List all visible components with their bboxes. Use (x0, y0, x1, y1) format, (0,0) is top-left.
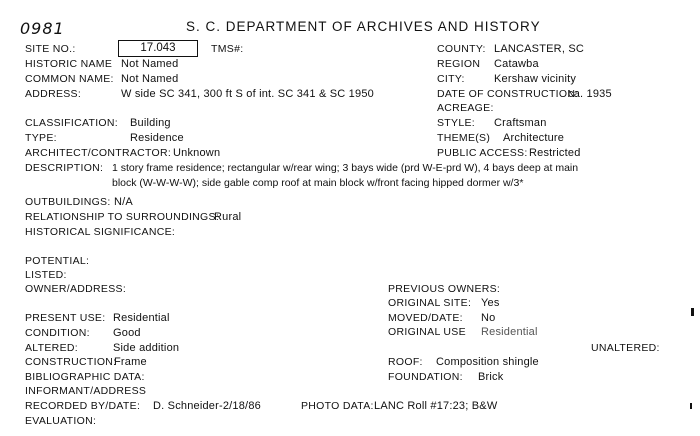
region-value: Catawba (494, 58, 539, 70)
style-value: Craftsman (494, 117, 547, 129)
tms-label: TMS#: (211, 43, 244, 55)
classification-value: Building (130, 117, 171, 129)
moved-date-label: MOVED/DATE: (388, 312, 463, 324)
region-label: REGION (437, 58, 481, 70)
relationship-value: Rural (214, 211, 242, 223)
roof-label: ROOF: (388, 356, 423, 368)
condition-label: CONDITION: (25, 327, 90, 339)
description-line-2: block (W-W-W-W); side gable comp roof at main block w/front facing hipped dormer w/3* (112, 177, 524, 189)
site-no-value: 17.043 (118, 40, 198, 57)
page-title: S. C. DEPARTMENT OF ARCHIVES AND HISTORY (186, 19, 541, 34)
relationship-label: RELATIONSHIP TO SURROUNDINGS: (25, 211, 220, 223)
classification-label: CLASSIFICATION: (25, 117, 118, 129)
foundation-value: Brick (478, 371, 504, 383)
condition-value: Good (113, 327, 141, 339)
owner-address-label: OWNER/ADDRESS: (25, 283, 127, 295)
themes-label: THEME(S) (437, 132, 491, 144)
type-label: TYPE: (25, 132, 57, 144)
original-site-value: Yes (481, 297, 500, 309)
architect-label: ARCHITECT/CONTRACTOR: (25, 147, 172, 159)
document-number: 0981 (20, 19, 65, 38)
scan-mark (690, 403, 692, 409)
unaltered-label: UNALTERED: (591, 342, 660, 354)
potential-label: POTENTIAL: (25, 255, 90, 267)
bibliographic-label: BIBLIOGRAPHIC DATA: (25, 371, 145, 383)
construction-value: Frame (114, 356, 147, 368)
outbuildings-value: N/A (114, 196, 133, 208)
scan-mark (691, 308, 694, 316)
moved-date-value: No (481, 312, 496, 324)
present-use-label: PRESENT USE: (25, 312, 106, 324)
original-site-label: ORIGINAL SITE: (388, 297, 472, 309)
county-value: LANCASTER, SC (494, 43, 585, 55)
foundation-label: FOUNDATION: (388, 371, 463, 383)
description-line-1: 1 story frame residence; rectangular w/rear wing; 3 bays wide (prd W-E-prd W), 4 bays deep at main (112, 162, 579, 174)
construction-label: CONSTRUCTION: (25, 356, 117, 368)
description-label: DESCRIPTION: (25, 162, 104, 174)
photo-data-label: PHOTO DATA: (301, 400, 374, 412)
informant-label: INFORMANT/ADDRESS (25, 385, 147, 397)
evaluation-label: EVALUATION: (25, 415, 97, 427)
historic-name-value: Not Named (121, 58, 179, 70)
city-label: CITY: (437, 73, 465, 85)
previous-owners-label: PREVIOUS OWNERS: (388, 283, 501, 295)
type-value: Residence (130, 132, 184, 144)
original-use-value: Residential (481, 326, 538, 338)
altered-value: Side addition (113, 342, 180, 354)
original-use-label: ORIGINAL USE (388, 326, 466, 338)
recorded-value: D. Schneider-2/18/86 (153, 400, 261, 412)
county-label: COUNTY: (437, 43, 486, 55)
listed-label: LISTED: (25, 269, 67, 281)
public-access-value: Restricted (529, 147, 581, 159)
recorded-label: RECORDED BY/DATE: (25, 400, 141, 412)
common-name-label: COMMON NAME: (25, 73, 114, 85)
date-of-construction-value: ca. 1935 (568, 88, 612, 100)
photo-data-value: LANC Roll #17:23; B&W (374, 400, 498, 412)
themes-value: Architecture (503, 132, 565, 144)
address-value: W side SC 341, 300 ft S of int. SC 341 & SC 1950 (121, 88, 374, 100)
altered-label: ALTERED: (25, 342, 78, 354)
city-value: Kershaw vicinity (494, 73, 577, 85)
acreage-label: ACREAGE: (437, 102, 494, 114)
address-label: ADDRESS: (25, 88, 82, 100)
public-access-label: PUBLIC ACCESS: (437, 147, 528, 159)
date-of-construction-label: DATE OF CONSTRUCTION: (437, 88, 579, 100)
significance-label: HISTORICAL SIGNIFICANCE: (25, 226, 176, 238)
site-no-label: SITE NO.: (25, 43, 76, 55)
roof-value: Composition shingle (436, 356, 539, 368)
outbuildings-label: OUTBUILDINGS: (25, 196, 111, 208)
historic-name-label: HISTORIC NAME (25, 58, 113, 70)
present-use-value: Residential (113, 312, 170, 324)
common-name-value: Not Named (121, 73, 179, 85)
style-label: STYLE: (437, 117, 475, 129)
architect-value: Unknown (173, 147, 221, 159)
